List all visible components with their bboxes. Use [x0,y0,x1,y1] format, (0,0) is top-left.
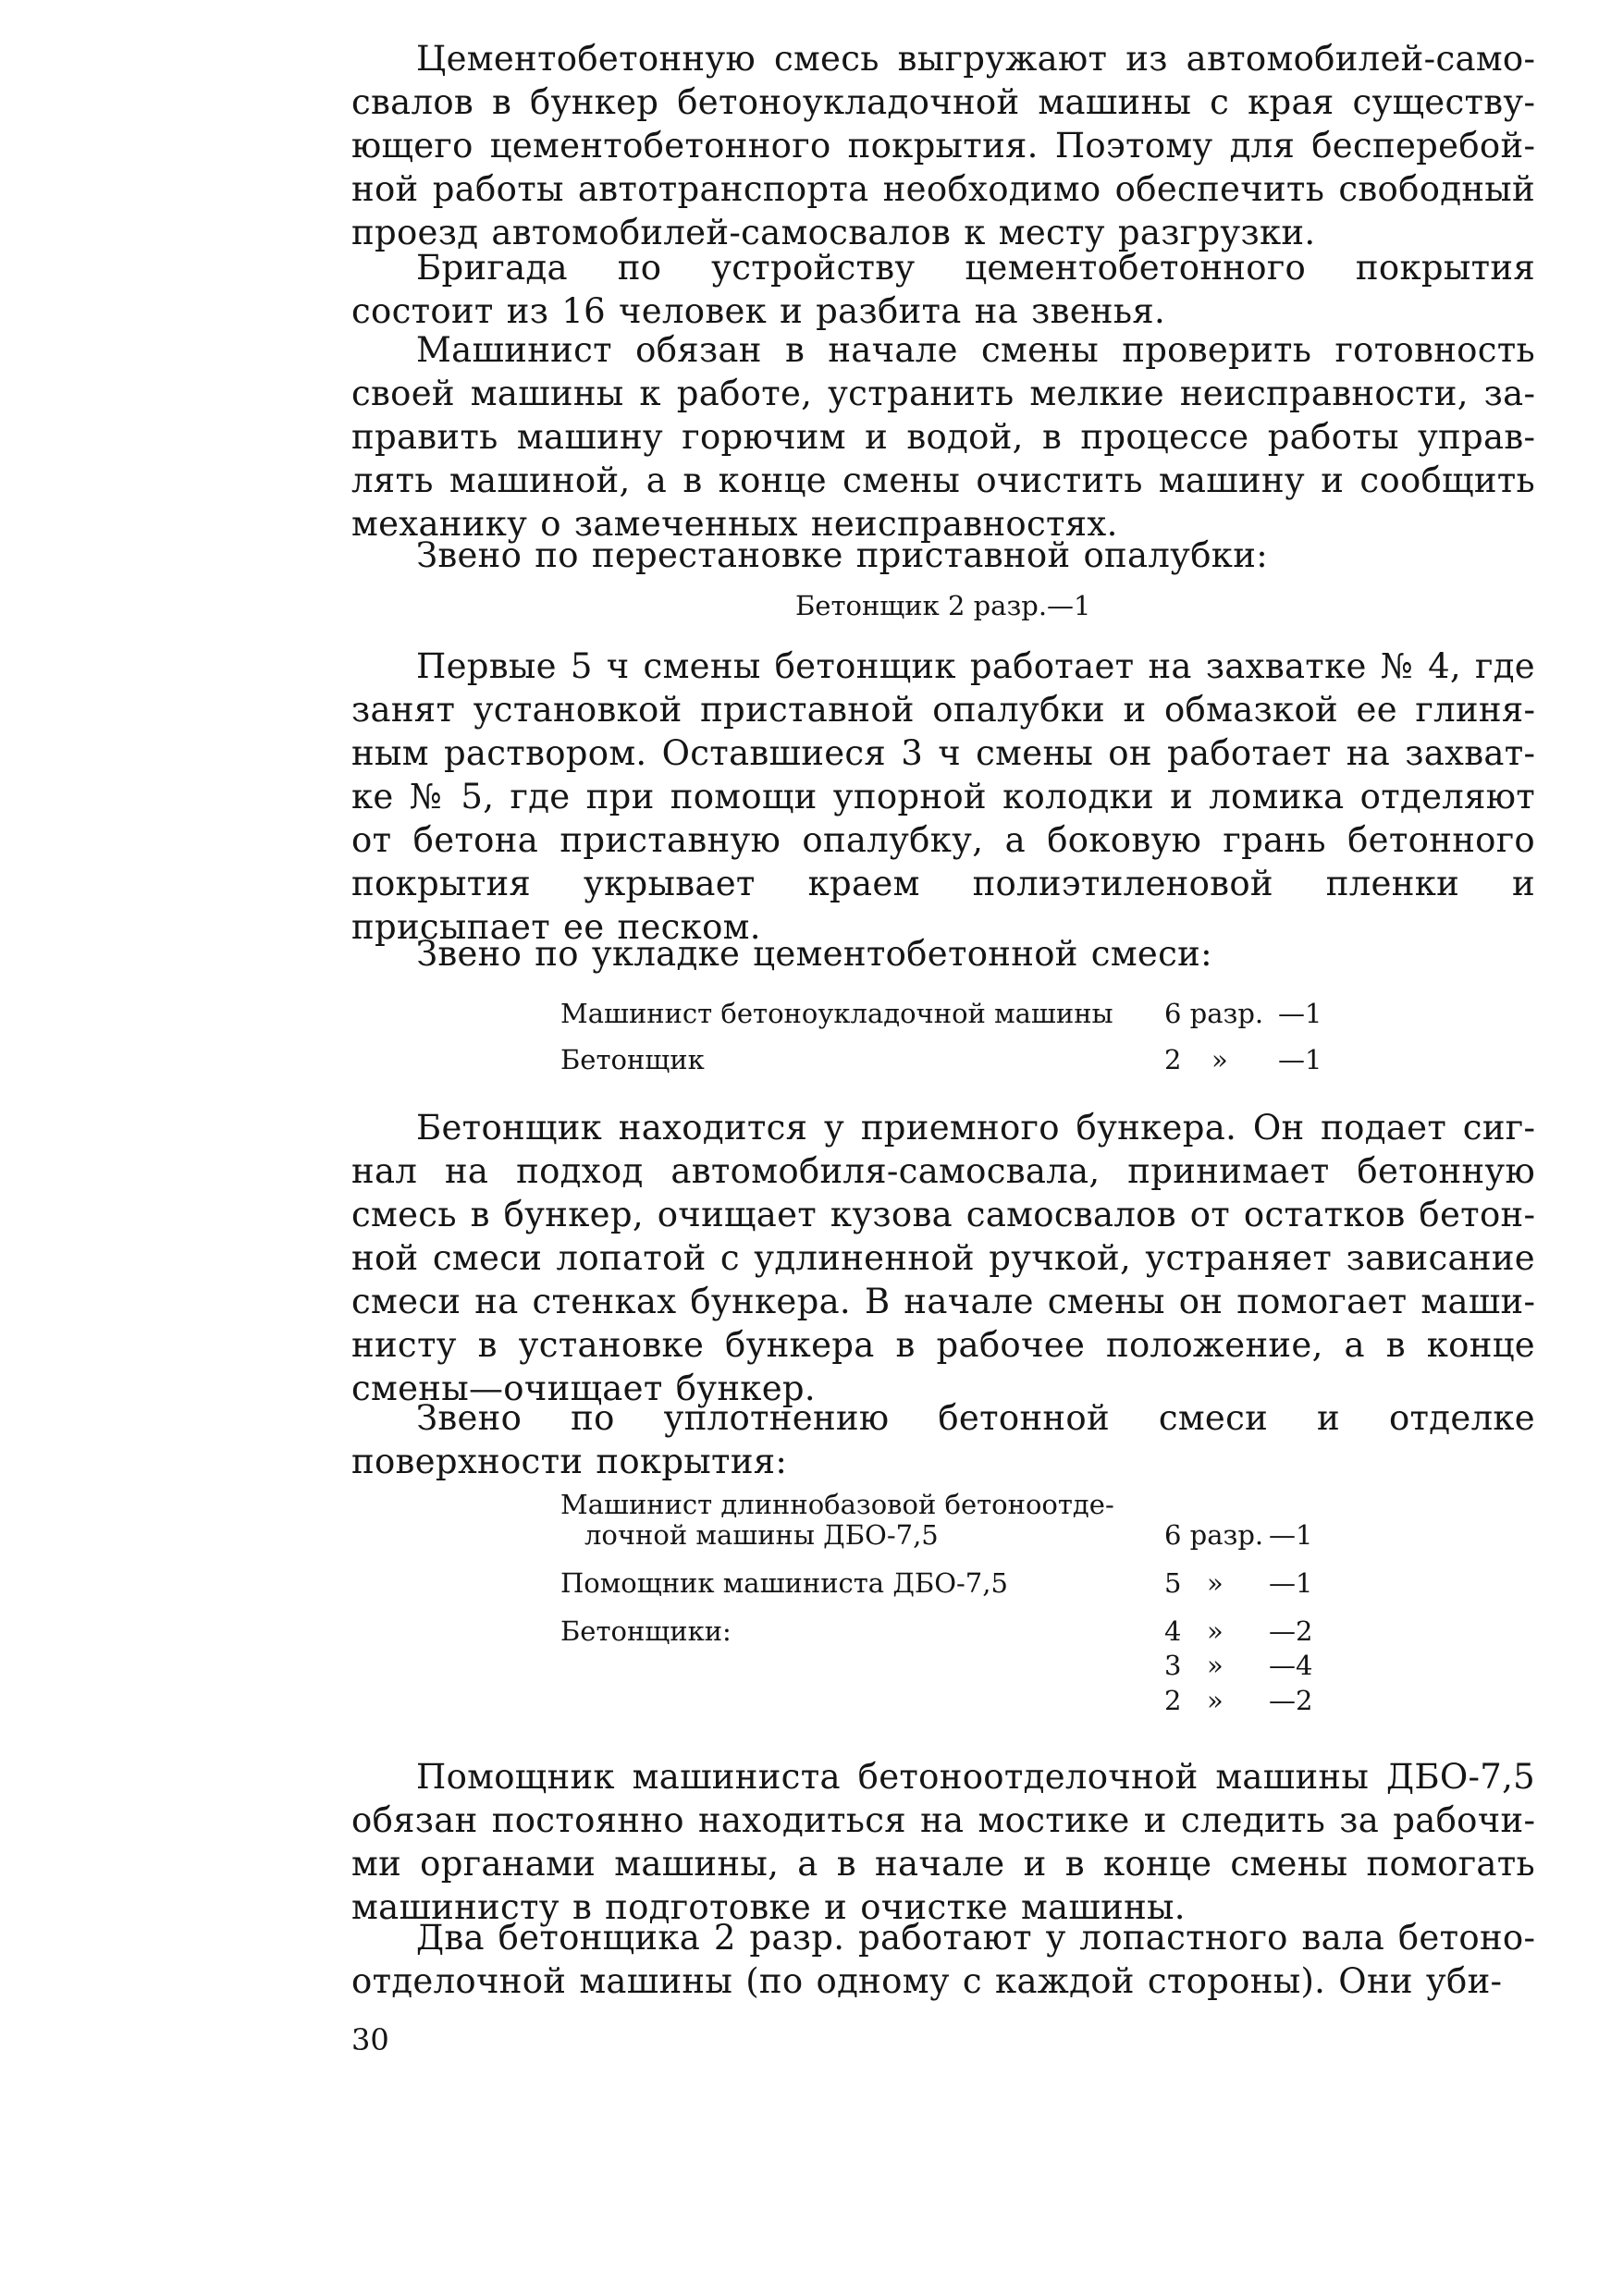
paragraph-unloading: Цементобетонную смесь выгружают из автомобилей-самосвалов в бункер бетоноукладочной машины с края существующего цементобетонного покрытия. Поэтому для бесперебойной работы автотранспорта необходимо обеспечить свободный проезд автомобилей-самосвалов к месту разгрузки. [351,39,1535,252]
crew3-row1-name-line2: лочной машины ДБО-7,5 [584,1519,939,1551]
crew3-row4-grade: 3 [1164,1650,1182,1681]
crew3-row2-ditto: » [1207,1567,1224,1599]
crew3-row3-count: —2 [1269,1615,1313,1647]
crew3-row5-grade: 2 [1164,1685,1182,1716]
crew3-row1-name-line1: Машинист длиннобазовой бетоноотде- [560,1489,1114,1520]
paragraph-operator-duties: Машинист обязан в начале смены проверить готовность своей машины к работе, устранить мелкие неисправности, заправить машину горючим и водой, в процессе работы управлять машиной, а в конце смены очистить машину и сообщить механику о замеченных неисправностях. [351,330,1535,544]
crew3-row1-grade: 6 разр. [1164,1519,1264,1551]
crew3-row4-ditto: » [1207,1650,1224,1681]
paragraph-assistant-operator: Помощник машиниста бетоноотделочной машины ДБО-7,5 обязан постоянно находиться на мостике и следить за рабочими органами машины, а в начале и в конце смены помогать машинисту в подготовке и очистке машины. [351,1757,1535,1927]
paragraph-brigade: Бригада по устройству цементобетонного покрытия состоит из 16 человек и разбита на звенья. [351,248,1535,331]
crew2-row2-ditto: » [1211,1044,1228,1075]
crew2-row1-count: —1 [1278,998,1322,1029]
crew2-row1-grade: 6 разр. [1164,998,1264,1029]
crew1-concreter-line: Бетонщик 2 разр.—1 [795,590,1091,621]
crew3-row2-grade: 5 [1164,1567,1182,1599]
crew2-row2-grade: 2 [1164,1044,1182,1075]
paragraph-two-concreters: Два бетонщика 2 разр. работают у лопастного вала бетоноотделочной машины (по одному с каждой стороны). Они уби- [351,1918,1535,2001]
crew3-row2-name: Помощник машиниста ДБО-7,5 [560,1567,1008,1599]
paragraph-compaction-crew-heading: Звено по уплотнению бетонной смеси и отделке поверхности покрытия: [351,1398,1535,1481]
crew3-row3-grade: 4 [1164,1615,1182,1647]
crew3-row4-count: —4 [1269,1650,1313,1681]
crew3-row3-name: Бетонщики: [560,1615,732,1647]
crew2-row1-name: Машинист бетоноукладочной машины [560,998,1113,1029]
crew2-row2-count: —1 [1278,1044,1322,1075]
page-number: 30 [351,2022,389,2057]
paragraph-concreter-shift: Первые 5 ч смены бетонщик работает на захватке № 4, где занят установкой приставной опалубки и обмазкой ее глиняным раствором. Оставшиеся 3 ч смены он работает на захватке № 5, где при помощи упорной колодки и ломика отделяют от бетона приставную опалубку, а боковую грань бетонного покрытия укрывает краем полиэтиленовой пленки и присыпает ее песком. [351,646,1535,947]
paragraph-formwork-crew-heading: Звено по перестановке приставной опалубки: [416,535,1268,575]
crew3-row5-count: —2 [1269,1685,1313,1716]
crew2-row2-name: Бетонщик [560,1044,705,1075]
crew3-row1-count: —1 [1269,1519,1313,1551]
paragraph-hopper-concreter: Бетонщик находится у приемного бункера. Он подает сигнал на подход автомобиля-самосвала, принимает бетонную смесь в бункер, очищает кузова самосвалов от остатков бетонной смеси лопатой с удлиненной ручкой, устраняет зависание смеси на стенках бункера. В начале смены он помогает машинисту в установке бункера в рабочее положение, а в конце смены—очищает бункер. [351,1108,1535,1408]
crew3-row2-count: —1 [1269,1567,1313,1599]
paragraph-laying-crew-heading: Звено по укладке цементобетонной смеси: [416,934,1212,974]
crew3-row5-ditto: » [1207,1685,1224,1716]
crew3-row3-ditto: » [1207,1615,1224,1647]
